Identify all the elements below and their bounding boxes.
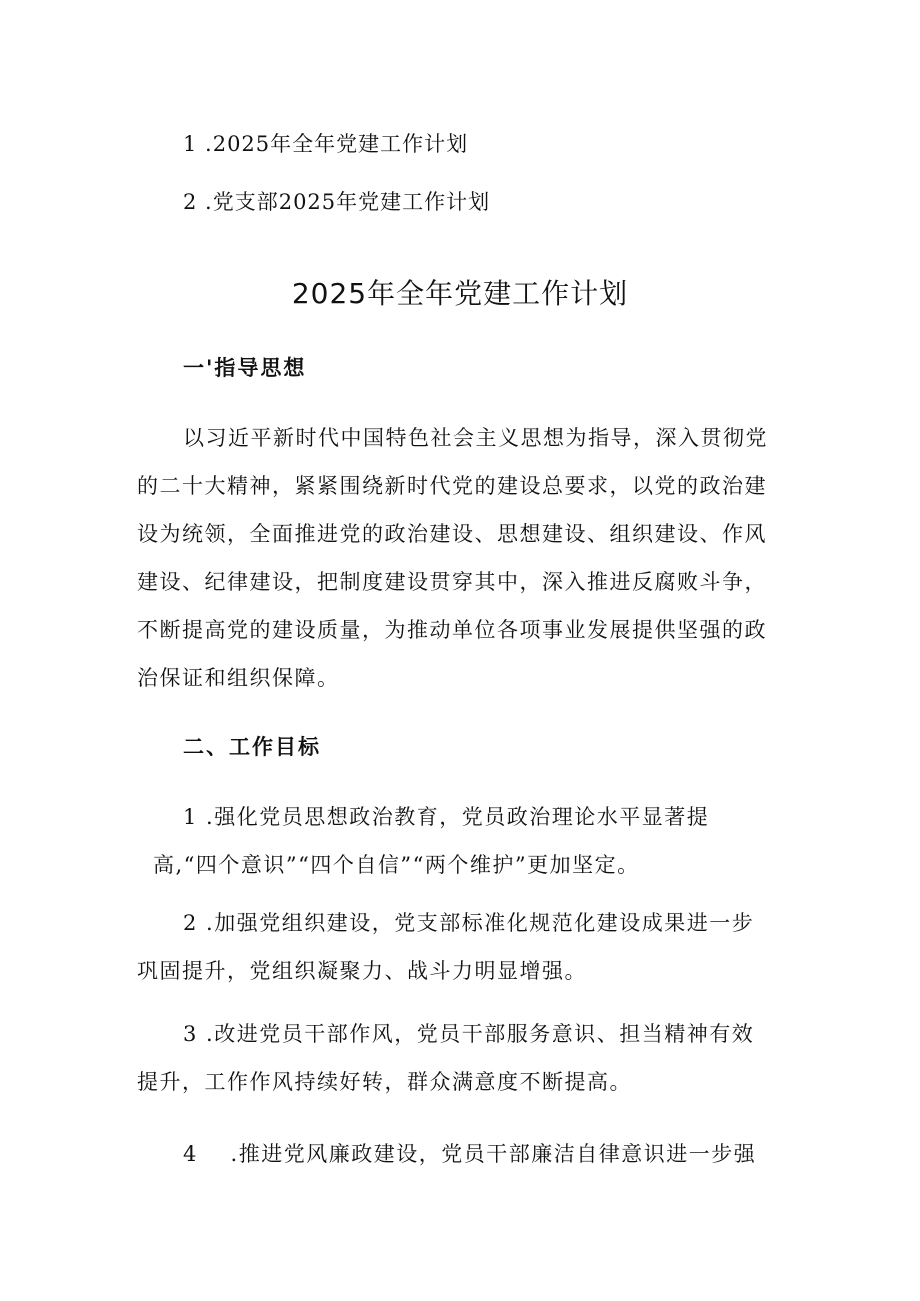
toc-item-2[interactable]: 2 .党支部2025年党建工作计划	[183, 190, 491, 214]
goal-item-1	[137, 793, 797, 889]
goal-item-2	[137, 899, 797, 995]
toc-item-1[interactable]: 1 .2025年全年党建工作计划	[183, 132, 469, 156]
paragraph-line: 4 .推进党风廉政建设，党员干部廉洁自律意识进一步强	[183, 1142, 757, 1166]
paragraph-line: 建设、纪律建设，把制度建设贯穿其中，深入推进反腐败斗争，	[137, 570, 767, 594]
section-heading-work-goals: 二、工作目标	[183, 734, 321, 759]
goal-item-4	[137, 1130, 797, 1178]
paragraph-line: 以习近平新时代中国特色社会主义思想为指导，深入贯彻党	[183, 426, 768, 450]
paragraph-line: 3 .改进党员干部作风，党员干部服务意识、担当精神有效	[183, 1022, 755, 1046]
section-heading-guiding-thought: 一'指导思想	[183, 355, 307, 380]
paragraph-line: 设为统领，全面推进党的政治建设、思想建设、组织建设、作风	[137, 522, 767, 546]
paragraph-line: 不断提高党的建设质量，为推动单位各项事业发展提供坚强的政	[137, 618, 767, 642]
paragraph-line: 巩固提升，党组织凝聚力、战斗力明显增强。	[137, 959, 587, 983]
guiding-thought-paragraph	[137, 414, 797, 702]
paragraph-line: 1 .强化党员思想政治教育，党员政治理论水平显著提	[183, 805, 710, 829]
paragraph-line: 高,“四个意识”“四个自信”“两个维护”更加坚定。	[153, 853, 640, 877]
paragraph-line: 提升，工作作风持续好转，群众满意度不断提高。	[137, 1070, 632, 1094]
paragraph-line: 治保证和组织保障。	[137, 666, 340, 690]
goal-item-3	[137, 1010, 797, 1106]
paragraph-line: 2 .加强党组织建设，党支部标准化规范化建设成果进一步	[183, 911, 755, 935]
document-title: 2025年全年党建工作计划	[291, 277, 629, 310]
paragraph-line: 的二十大精神，紧紧围绕新时代党的建设总要求，以党的政治建	[137, 474, 767, 498]
